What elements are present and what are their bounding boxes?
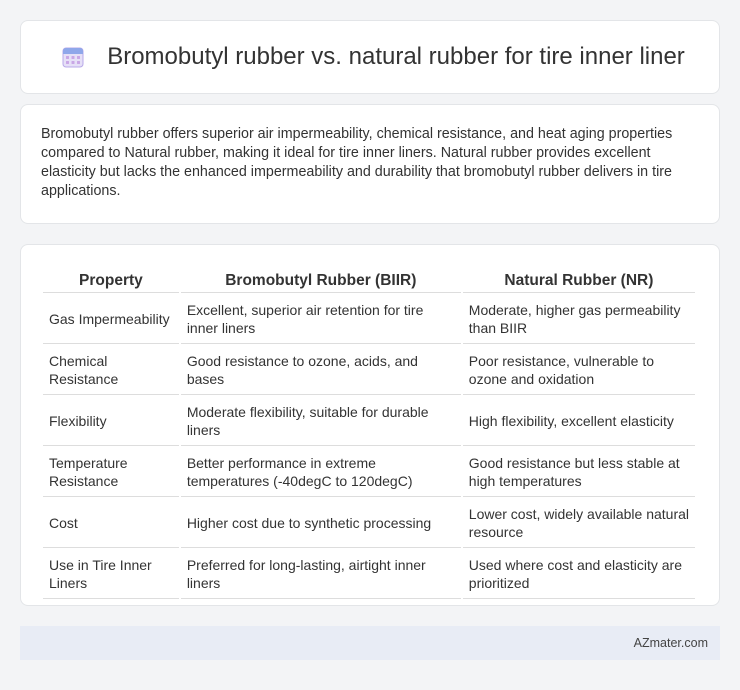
summary-card xyxy=(20,104,720,224)
property-cell: Flexibility xyxy=(43,397,179,446)
table-row xyxy=(43,550,695,599)
comparison-table-card xyxy=(20,244,720,606)
table-row xyxy=(43,448,695,497)
property-cell: Gas Impermeability xyxy=(43,295,179,344)
nr-cell: High flexibility, excellent elasticity xyxy=(463,397,695,446)
property-cell: Cost xyxy=(43,499,179,548)
page-title: Bromobutyl rubber vs. natural rubber for tire inner liner xyxy=(107,43,685,70)
calendar-icon xyxy=(61,45,85,69)
property-cell: Use in Tire Inner Liners xyxy=(43,550,179,599)
nr-cell: Lower cost, widely available natural resource xyxy=(463,499,695,548)
biir-cell: Better performance in extreme temperatures (-40degC to 120degC) xyxy=(181,448,461,497)
table-row xyxy=(43,397,695,446)
table-row xyxy=(43,295,695,344)
table-row xyxy=(43,499,695,548)
biir-cell: Moderate flexibility, suitable for durable liners xyxy=(181,397,461,446)
column-header-biir: Bromobutyl Rubber (BIIR) xyxy=(181,267,461,293)
biir-cell: Good resistance to ozone, acids, and bases xyxy=(181,346,461,395)
comparison-table xyxy=(41,265,697,601)
nr-cell: Moderate, higher gas permeability than BIIR xyxy=(463,295,695,344)
nr-cell: Poor resistance, vulnerable to ozone and oxidation xyxy=(463,346,695,395)
biir-cell: Preferred for long-lasting, airtight inner liners xyxy=(181,550,461,599)
table-header-row xyxy=(43,267,695,293)
property-cell: Chemical Resistance xyxy=(43,346,179,395)
table-row xyxy=(43,346,695,395)
footer-site-link[interactable]: AZmater.com xyxy=(633,636,708,650)
nr-cell: Used where cost and elasticity are prioritized xyxy=(463,550,695,599)
nr-cell: Good resistance but less stable at high temperatures xyxy=(463,448,695,497)
footer xyxy=(20,626,720,660)
property-cell: Temperature Resistance xyxy=(43,448,179,497)
column-header-nr: Natural Rubber (NR) xyxy=(463,267,695,293)
summary-text: Bromobutyl rubber offers superior air impermeability, chemical resistance, and heat aging properties compared to Natural rubber, making it ideal for tire inner liners. Natural rubber provides excellent elasticity but lacks the enhanced impermeability and durability that bromobutyl rubber delivers in tire applications. xyxy=(41,126,673,199)
column-header-property: Property xyxy=(43,267,179,293)
title-card xyxy=(20,20,720,94)
biir-cell: Higher cost due to synthetic processing xyxy=(181,499,461,548)
biir-cell: Excellent, superior air retention for tire inner liners xyxy=(181,295,461,344)
